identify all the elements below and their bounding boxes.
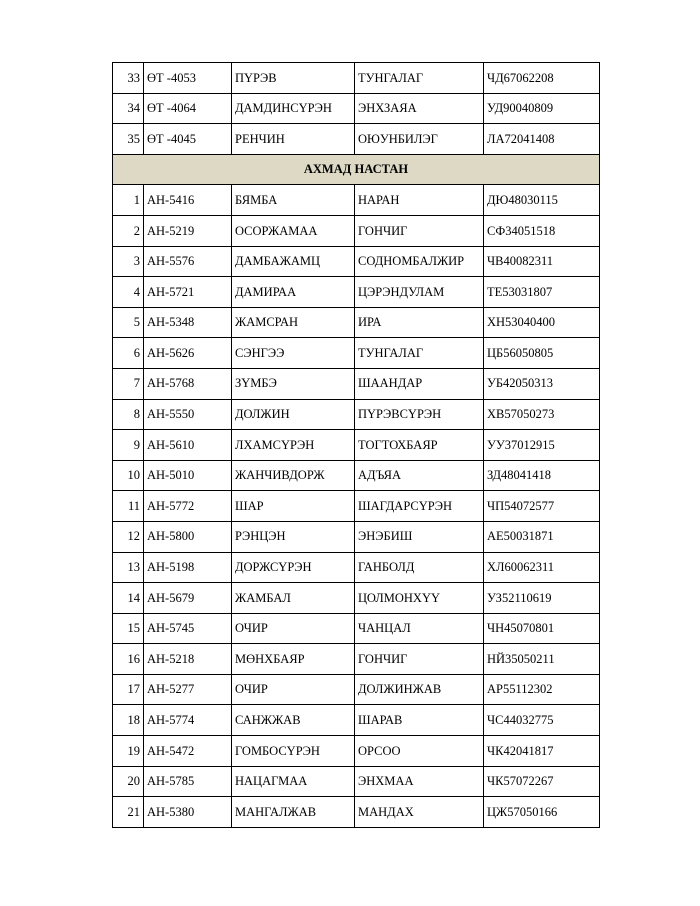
surname-cell: НАЦАГМАА [232,766,355,797]
row-number: 1 [113,185,144,216]
table-row [113,185,600,216]
given-name-cell: ТУНГАЛАГ [355,338,484,369]
table-row [113,93,600,124]
table-row [113,521,600,552]
registration-code: АН-5198 [144,552,232,583]
surname-cell: ПҮРЭВ [232,63,355,94]
given-name-cell: ЧАНЦАЛ [355,613,484,644]
row-number: 20 [113,766,144,797]
id-number-cell: ЧС44032775 [484,705,600,736]
given-name-cell: ПҮРЭВСҮРЭН [355,399,484,430]
surname-cell: ОСОРЖАМАА [232,215,355,246]
surname-cell: БЯМБА [232,185,355,216]
registration-code: АН-5745 [144,613,232,644]
row-number: 16 [113,644,144,675]
id-number-cell: ЧК42041817 [484,736,600,767]
table-row [113,124,600,155]
id-number-cell: АЕ50031871 [484,521,600,552]
given-name-cell: ГОНЧИГ [355,644,484,675]
id-number-cell: УД90040809 [484,93,600,124]
id-number-cell: АР55112302 [484,674,600,705]
row-number: 11 [113,491,144,522]
given-name-cell: ШАРАВ [355,705,484,736]
id-number-cell: УЗ52110619 [484,583,600,614]
given-name-cell: ИРА [355,307,484,338]
given-name-cell: ШАГДАРСҮРЭН [355,491,484,522]
registration-code: АН-5774 [144,705,232,736]
table-row [113,613,600,644]
table-row [113,338,600,369]
row-number: 34 [113,93,144,124]
row-number: 8 [113,399,144,430]
registration-code: АН-5626 [144,338,232,369]
registration-code: АН-5768 [144,368,232,399]
registration-code: АН-5416 [144,185,232,216]
id-number-cell: ХЛ60062311 [484,552,600,583]
id-number-cell: ЛА72041408 [484,124,600,155]
row-number: 19 [113,736,144,767]
roster-table [112,62,600,828]
id-number-cell: НЙ35050211 [484,644,600,675]
id-number-cell: УУ37012915 [484,430,600,461]
registration-code: АН-5550 [144,399,232,430]
surname-cell: ШАР [232,491,355,522]
given-name-cell: ЦЭРЭНДУЛАМ [355,277,484,308]
surname-cell: МӨНХБАЯР [232,644,355,675]
row-number: 33 [113,63,144,94]
id-number-cell: ЧК57072267 [484,766,600,797]
given-name-cell: ТУНГАЛАГ [355,63,484,94]
surname-cell: ДОЛЖИН [232,399,355,430]
id-number-cell: СФ34051518 [484,215,600,246]
registration-code: АН-5800 [144,521,232,552]
id-number-cell: ЧД67062208 [484,63,600,94]
given-name-cell: ДОЛЖИНЖАВ [355,674,484,705]
table-row [113,583,600,614]
table-row [113,307,600,338]
registration-code: АН-5772 [144,491,232,522]
registration-code: ӨТ -4064 [144,93,232,124]
given-name-cell: АДЪЯА [355,460,484,491]
registration-code: АН-5576 [144,246,232,277]
registration-code: АН-5380 [144,797,232,828]
section-heading: АХМАД НАСТАН [113,154,600,185]
section-heading-row [113,154,600,185]
surname-cell: СЭНГЭЭ [232,338,355,369]
row-number: 14 [113,583,144,614]
given-name-cell: ЭНЭБИШ [355,521,484,552]
roster-table-body [113,63,600,828]
row-number: 7 [113,368,144,399]
registration-code: ӨТ -4045 [144,124,232,155]
given-name-cell: ЦОЛМОНХҮҮ [355,583,484,614]
row-number: 5 [113,307,144,338]
given-name-cell: ГАНБОЛД [355,552,484,583]
row-number: 6 [113,338,144,369]
id-number-cell: ТЕ53031807 [484,277,600,308]
row-number: 9 [113,430,144,461]
id-number-cell: ЧВ40082311 [484,246,600,277]
given-name-cell: ЭНХЗАЯА [355,93,484,124]
surname-cell: ОЧИР [232,674,355,705]
row-number: 35 [113,124,144,155]
registration-code: АН-5679 [144,583,232,614]
registration-code: АН-5348 [144,307,232,338]
surname-cell: ЗҮМБЭ [232,368,355,399]
surname-cell: ЛХАМСҮРЭН [232,430,355,461]
given-name-cell: МАНДАХ [355,797,484,828]
registration-code: АН-5472 [144,736,232,767]
registration-code: АН-5218 [144,644,232,675]
id-number-cell: УБ42050313 [484,368,600,399]
given-name-cell: НАРАН [355,185,484,216]
id-number-cell: ЗД48041418 [484,460,600,491]
row-number: 13 [113,552,144,583]
table-row [113,368,600,399]
row-number: 4 [113,277,144,308]
table-row [113,736,600,767]
id-number-cell: ХВ57050273 [484,399,600,430]
table-row [113,644,600,675]
registration-code: АН-5721 [144,277,232,308]
id-number-cell: ЦЖ57050166 [484,797,600,828]
given-name-cell: ГОНЧИГ [355,215,484,246]
row-number: 3 [113,246,144,277]
surname-cell: САНЖЖАВ [232,705,355,736]
surname-cell: МАНГАЛЖАВ [232,797,355,828]
given-name-cell: ШААНДАР [355,368,484,399]
surname-cell: ОЧИР [232,613,355,644]
registration-code: АН-5010 [144,460,232,491]
given-name-cell: ОРСОО [355,736,484,767]
table-row [113,674,600,705]
id-number-cell: ХН53040400 [484,307,600,338]
surname-cell: ДАМИРАА [232,277,355,308]
surname-cell: ЖАМСРАН [232,307,355,338]
surname-cell: ЖАМБАЛ [232,583,355,614]
surname-cell: ДОРЖСҮРЭН [232,552,355,583]
id-number-cell: ДЮ48030115 [484,185,600,216]
surname-cell: ГОМБОСҮРЭН [232,736,355,767]
registration-code: ӨТ -4053 [144,63,232,94]
surname-cell: РЕНЧИН [232,124,355,155]
row-number: 10 [113,460,144,491]
table-row [113,215,600,246]
table-row [113,552,600,583]
table-row [113,63,600,94]
given-name-cell: ТОГТОХБАЯР [355,430,484,461]
table-row [113,246,600,277]
table-row [113,766,600,797]
registration-code: АН-5785 [144,766,232,797]
table-row [113,430,600,461]
given-name-cell: ЭНХМАА [355,766,484,797]
registration-code: АН-5610 [144,430,232,461]
given-name-cell: ОЮУНБИЛЭГ [355,124,484,155]
row-number: 17 [113,674,144,705]
id-number-cell: ЧП54072577 [484,491,600,522]
row-number: 15 [113,613,144,644]
registration-code: АН-5219 [144,215,232,246]
row-number: 12 [113,521,144,552]
registration-code: АН-5277 [144,674,232,705]
id-number-cell: ЧН45070801 [484,613,600,644]
row-number: 2 [113,215,144,246]
surname-cell: ДАМБАЖАМЦ [232,246,355,277]
table-row [113,399,600,430]
table-row [113,277,600,308]
surname-cell: ДАМДИНСҮРЭН [232,93,355,124]
table-row [113,705,600,736]
row-number: 18 [113,705,144,736]
table-row [113,491,600,522]
table-row [113,460,600,491]
row-number: 21 [113,797,144,828]
surname-cell: ЖАНЧИВДОРЖ [232,460,355,491]
table-row [113,797,600,828]
id-number-cell: ЦБ56050805 [484,338,600,369]
surname-cell: РЭНЦЭН [232,521,355,552]
given-name-cell: СОДНОМБАЛЖИР [355,246,484,277]
